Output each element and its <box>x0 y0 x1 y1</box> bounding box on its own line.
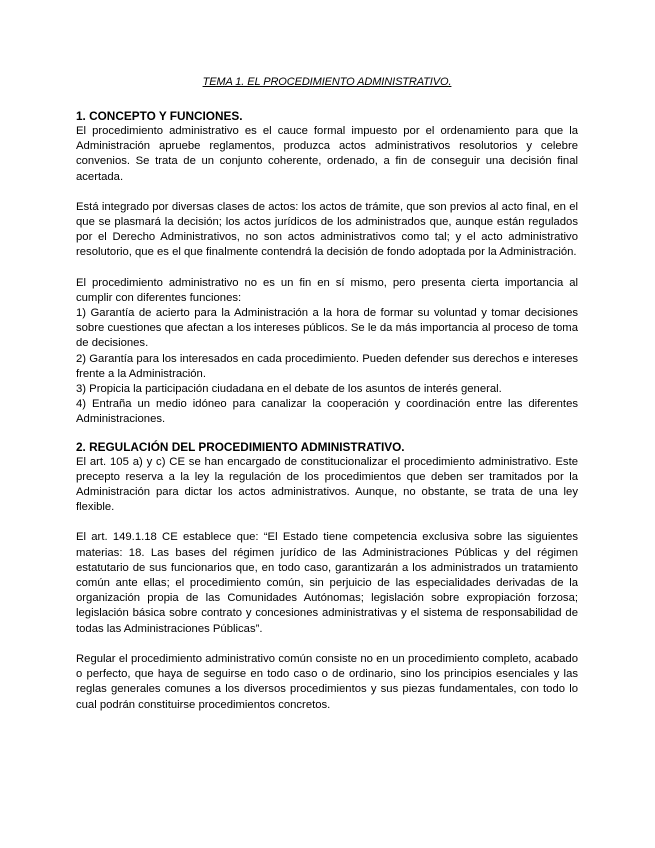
paragraph: Regular el procedimiento administrativo común consiste no en un procedimiento completo, acabado o perfecto, que haya de seguirse en todo caso o de ordinario, sino los principios esenciales y las reglas generales comunes a los diversos procedimientos y sus piezas fundamentales, con todo lo cual podrán constituirse procedimientos concretos. <box>76 652 578 711</box>
section-concepto <box>76 109 578 428</box>
paragraph: El art. 149.1.18 CE establece que: “El Estado tiene competencia exclusiva sobre las siguientes materias: 18. Las bases del régimen jurídico de las Administraciones Públicas y del régimen estatutario de sus funcionarios que, en todo caso, garantizarán a los administrados un tratamiento común ante ellas; el procedimiento común, sin perjuicio de las especialidades derivadas de la organización propia de las Comunidades Autónomas; legislación sobre expropiación forzosa; legislación básica sobre contrato y concesiones administrativas y el sistema de responsabilidad de todas las Administraciones Públicas”. <box>76 531 578 635</box>
document-title: TEMA 1. EL PROCEDIMIENTO ADMINISTRATIVO. <box>202 76 452 88</box>
paragraph: Está integrado por diversas clases de actos: los actos de trámite, que son previos al acto final, en el que se plasmará la decisión; los actos jurídicos de los administrados que, aunque están regulados por el Derecho Administrativos, no son actos administrativos como tal; y el acto administrativo resolutorio, que es el que finalmente contendrá la decisión de fondo adoptada por la Administración. <box>76 200 578 259</box>
list-item: 4) Entraña un medio idóneo para canalizar la cooperación y coordinación entre las diferentes Administraciones. <box>76 398 578 426</box>
list-item: 3) Propicia la participación ciudadana en el debate de los asuntos de interés general. <box>76 383 502 396</box>
list-item: 2) Garantía para los interesados en cada procedimiento. Pueden defender sus derechos e intereses frente a la Administración. <box>76 352 578 380</box>
section-regulacion <box>76 440 578 713</box>
section-heading: 1. CONCEPTO Y FUNCIONES. <box>76 109 243 123</box>
list-item: 1) Garantía de acierto para la Administración a la hora de formar su voluntad y tomar decisiones sobre cuestiones que afectan a los intereses públicos. Se le da más importancia al proceso de toma de decisiones. <box>76 307 578 350</box>
paragraph: El procedimiento administrativo es el cauce formal impuesto por el ordenamiento para que la Administración apruebe reglamentos, produzca actos administrativos resolutorios y celebre convenios. Se trata de un conjunto coherente, ordenado, a fin de conseguir una decisión final acertada. <box>76 125 578 183</box>
document-page <box>76 76 578 713</box>
paragraph: El art. 105 a) y c) CE se han encargado de constitucionalizar el procedimiento administrativo. Este precepto reserva a la ley la regulación de los procedimientos que deben ser tramitados por la Administración para dictar los actos administrativos. Aunque, no obstante, se trata de una ley flexible. <box>76 455 578 514</box>
paragraph: El procedimiento administrativo no es un fin en sí mismo, pero presenta cierta importancia al cumplir con diferentes funciones: <box>76 276 578 304</box>
section-heading: 2. REGULACIÓN DEL PROCEDIMIENTO ADMINISTRATIVO. <box>76 439 405 454</box>
